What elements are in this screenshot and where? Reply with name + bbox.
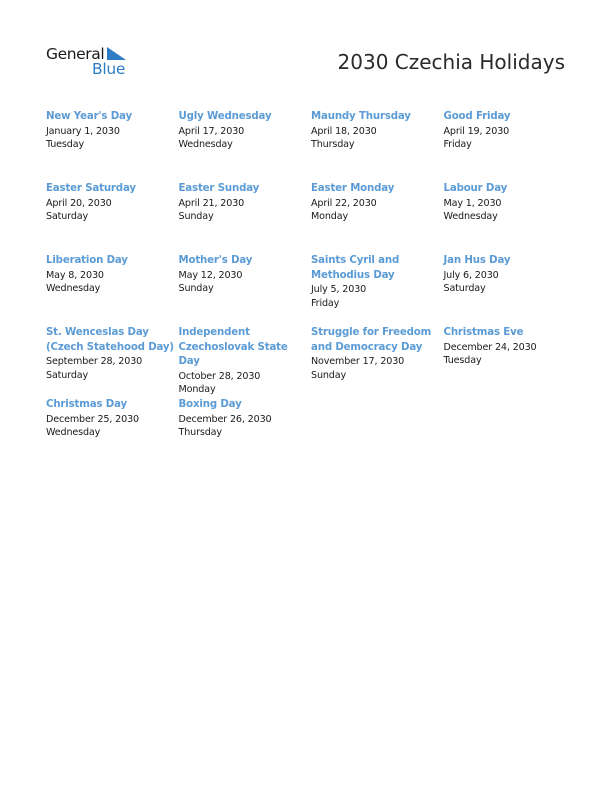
holiday-item [311, 182, 444, 254]
holiday-weekday: Monday [178, 384, 216, 396]
holiday-name: Maundy Thursday [311, 111, 411, 122]
holiday-date: September 28, 2030 [46, 356, 143, 368]
holiday-name: Jan Hus Day [443, 255, 511, 266]
holiday-name: Mother's Day [178, 255, 253, 266]
holiday-weekday: Tuesday [46, 139, 84, 151]
holiday-date: April 17, 2030 [178, 125, 245, 137]
holiday-date: December 25, 2030 [46, 413, 139, 425]
holiday-weekday: Sunday [178, 283, 214, 295]
holiday-date: May 12, 2030 [178, 269, 243, 281]
holiday-weekday: Thursday [311, 139, 355, 151]
holiday-weekday: Sunday [311, 369, 346, 381]
logo-word-general: General [46, 45, 105, 63]
holiday-name: Easter Sunday [178, 183, 260, 194]
holiday-item [179, 110, 312, 182]
holiday-date: October 28, 2030 [178, 370, 261, 382]
holiday-name: St. Wenceslas Day (Czech Statehood Day) [46, 327, 174, 353]
holiday-weekday: Friday [311, 297, 340, 309]
holiday-date: April 21, 2030 [178, 197, 245, 209]
holiday-date: January 1, 2030 [46, 125, 120, 137]
holiday-weekday: Saturday [46, 369, 89, 381]
holiday-date: April 19, 2030 [443, 125, 510, 137]
holiday-weekday: Thursday [178, 427, 222, 439]
holiday-date: July 5, 2030 [311, 284, 367, 296]
holiday-name: Boxing Day [178, 399, 242, 410]
generalblue-logo [46, 44, 136, 80]
holiday-item [179, 254, 312, 326]
holiday-date: December 24, 2030 [443, 341, 537, 353]
holiday-name: Good Friday [443, 111, 511, 122]
holiday-date: April 20, 2030 [46, 197, 112, 209]
holiday-name: Independent Czechoslovak State Day [178, 327, 288, 368]
holiday-weekday: Sunday [178, 211, 214, 223]
holiday-weekday: Friday [443, 139, 472, 151]
holiday-item [311, 326, 444, 398]
holiday-item [444, 110, 577, 182]
holiday-name: Saints Cyril and Methodius Day [311, 255, 400, 281]
holiday-item [46, 110, 179, 182]
holiday-item [46, 182, 179, 254]
holiday-item [311, 254, 444, 326]
logo-word-blue: Blue [92, 60, 126, 78]
holiday-date: May 8, 2030 [46, 269, 104, 281]
holiday-item [179, 326, 312, 398]
holiday-weekday: Monday [311, 211, 348, 223]
holiday-grid [46, 110, 576, 470]
holiday-date: April 18, 2030 [311, 125, 377, 137]
holiday-name: Struggle for Freedom and Democracy Day [311, 327, 432, 353]
page-title: 2030 Czechia Holidays [337, 50, 565, 74]
holiday-date: July 6, 2030 [443, 269, 499, 281]
logo-triangle-icon [107, 47, 127, 61]
holiday-item [179, 182, 312, 254]
holiday-item [311, 110, 444, 182]
holiday-name: Easter Saturday [46, 183, 136, 194]
holiday-date: May 1, 2030 [443, 197, 502, 209]
holiday-item [444, 182, 577, 254]
holiday-date: December 26, 2030 [178, 413, 272, 425]
holiday-item [46, 254, 179, 326]
holiday-item [179, 398, 312, 470]
holiday-item [46, 398, 179, 470]
holiday-name: New Year's Day [46, 111, 132, 122]
holiday-date: November 17, 2030 [311, 356, 405, 368]
holiday-weekday: Wednesday [178, 139, 233, 151]
holiday-weekday: Tuesday [443, 355, 482, 367]
holiday-name: Christmas Eve [443, 327, 524, 338]
holiday-name: Labour Day [443, 183, 508, 194]
holiday-weekday: Wednesday [46, 283, 101, 295]
holiday-item [46, 326, 179, 398]
holiday-name: Christmas Day [46, 399, 127, 410]
holiday-weekday: Wednesday [46, 427, 101, 439]
holiday-item [444, 254, 577, 326]
holiday-name: Easter Monday [311, 183, 395, 194]
holiday-weekday: Saturday [46, 211, 89, 223]
holiday-item [444, 326, 577, 398]
holiday-name: Liberation Day [46, 255, 128, 266]
holiday-name: Ugly Wednesday [178, 111, 272, 122]
holiday-weekday: Wednesday [443, 211, 498, 223]
holiday-date: April 22, 2030 [311, 197, 377, 209]
holiday-weekday: Saturday [443, 283, 486, 295]
